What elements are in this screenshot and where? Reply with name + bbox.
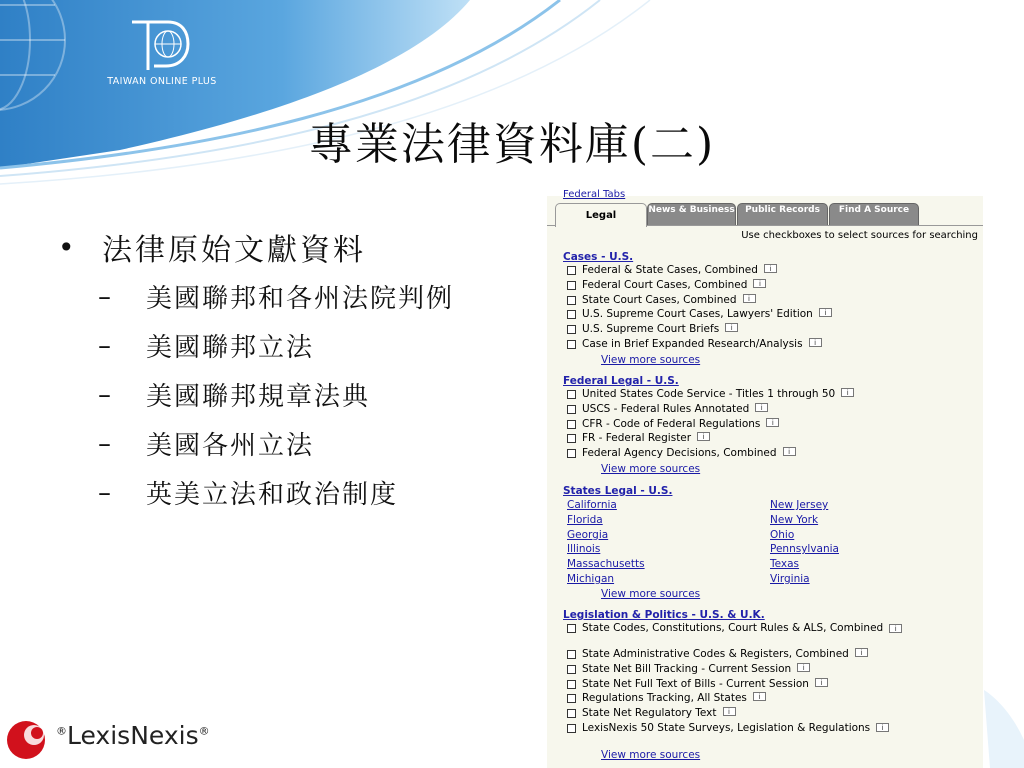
source-checkbox[interactable] [567, 281, 576, 290]
info-icon[interactable]: i [753, 692, 766, 701]
source-label: U.S. Supreme Court Cases, Lawyers' Edition [582, 308, 813, 321]
section-cases-us [563, 250, 832, 368]
info-icon[interactable]: i [743, 294, 756, 303]
info-icon[interactable]: i [841, 388, 854, 397]
state-link[interactable]: New York [770, 513, 819, 526]
state-link[interactable]: Michigan [567, 572, 615, 585]
source-row [563, 722, 943, 748]
sub-bullet [58, 370, 538, 419]
source-label: LexisNexis 50 State Surveys, Legislation & Regulations [582, 721, 871, 734]
source-row [563, 447, 854, 462]
section-title[interactable]: States Legal - U.S. [563, 485, 673, 497]
brand-caption: TAIWAN ONLINE PLUS [107, 76, 217, 87]
logo-wordmark: LexisNexis [67, 721, 199, 750]
source-label: Regulations Tracking, All States [582, 692, 747, 705]
state-link[interactable]: Illinois [567, 543, 601, 556]
tp-globe-icon [128, 18, 192, 72]
federal-tabs-link[interactable]: Federal Tabs [563, 189, 626, 200]
bullet-list [58, 222, 538, 517]
source-row [563, 294, 832, 309]
source-checkbox[interactable] [567, 434, 576, 443]
info-icon[interactable]: i [725, 323, 738, 332]
state-link[interactable]: Virginia [770, 572, 810, 585]
lexisnexis-logo [4, 718, 210, 762]
states-grid [563, 498, 940, 587]
source-label: State Net Bill Tracking - Current Session [582, 662, 792, 675]
source-row [563, 692, 943, 707]
dash-marker: – [98, 281, 113, 312]
source-row [563, 678, 943, 693]
view-more-link[interactable]: View more sources [601, 462, 701, 475]
source-label: State Net Regulatory Text [582, 707, 717, 720]
state-link[interactable]: Texas [770, 558, 800, 571]
source-checkbox[interactable] [567, 624, 576, 633]
state-link[interactable]: New Jersey [770, 499, 829, 511]
source-label: CFR - Code of Federal Regulations [582, 417, 761, 430]
state-link[interactable]: Georgia [567, 528, 609, 541]
sub-bullet [58, 321, 538, 370]
source-label: U.S. Supreme Court Briefs [582, 323, 720, 336]
sub-bullet-text: 美國聯邦立法 [146, 333, 315, 363]
source-row [563, 279, 832, 294]
source-label: Federal Agency Decisions, Combined [582, 447, 777, 460]
lexisnexis-source-panel [547, 189, 983, 768]
tab-legal[interactable]: Legal [555, 203, 647, 227]
source-label: Federal Court Cases, Combined [582, 278, 748, 291]
section-legislation-politics [563, 608, 943, 763]
info-icon[interactable]: i [809, 338, 822, 347]
section-title[interactable]: Legislation & Politics - U.S. & U.K. [563, 609, 765, 621]
sub-bullet [58, 272, 538, 321]
source-checkbox[interactable] [567, 325, 576, 334]
state-link[interactable]: Pennsylvania [770, 543, 839, 556]
instruction-text: Use checkboxes to select sources for searching [741, 230, 978, 241]
source-row [563, 418, 854, 433]
dash-marker: – [98, 428, 113, 459]
info-icon[interactable]: i [755, 403, 768, 412]
source-row [563, 308, 832, 323]
bullet-dot: • [58, 230, 78, 264]
section-title[interactable]: Cases - U.S. [563, 251, 634, 263]
source-checkbox[interactable] [567, 405, 576, 414]
source-checkbox[interactable] [567, 680, 576, 689]
info-icon[interactable]: i [783, 447, 796, 456]
info-icon[interactable]: i [855, 648, 868, 657]
source-label: State Court Cases, Combined [582, 293, 737, 306]
source-row [563, 264, 832, 279]
source-checkbox[interactable] [567, 449, 576, 458]
info-icon[interactable]: i [764, 264, 777, 273]
main-bullet [58, 222, 538, 272]
source-checkbox[interactable] [567, 420, 576, 429]
section-title[interactable]: Federal Legal - U.S. [563, 375, 679, 387]
info-icon[interactable]: i [723, 707, 736, 716]
info-icon[interactable]: i [766, 418, 779, 427]
source-label: Case in Brief Expanded Research/Analysis [582, 337, 803, 350]
info-icon[interactable]: i [697, 432, 710, 441]
source-checkbox[interactable] [567, 709, 576, 718]
source-row [563, 432, 854, 447]
state-link[interactable]: Florida [567, 513, 603, 526]
view-more-link[interactable]: View more sources [601, 748, 701, 761]
source-row [563, 663, 943, 678]
source-label: USCS - Federal Rules Annotated [582, 402, 750, 415]
source-checkbox[interactable] [567, 390, 576, 399]
source-label: State Codes, Constitutions, Court Rules & ALS, Combined [582, 622, 884, 634]
source-label: FR - Federal Register [582, 432, 692, 445]
info-icon[interactable]: i [889, 624, 902, 633]
source-checkbox[interactable] [567, 296, 576, 305]
source-label: State Administrative Codes & Registers, Combined [582, 648, 849, 660]
source-checkbox[interactable] [567, 665, 576, 674]
source-row [563, 622, 943, 648]
source-checkbox[interactable] [567, 694, 576, 703]
sub-bullet [58, 468, 538, 517]
section-states-legal [563, 484, 940, 602]
tab-find-a-source[interactable]: Find A Source [829, 203, 919, 225]
lexisnexis-mark-icon [4, 718, 52, 762]
source-checkbox[interactable] [567, 724, 576, 733]
tab-news-business[interactable]: News & Business [647, 203, 736, 225]
source-row [563, 648, 943, 663]
sub-bullet-text: 英美立法和政治制度 [146, 480, 399, 510]
source-checkbox[interactable] [567, 266, 576, 275]
source-row [563, 388, 854, 403]
slide-title: 專業法律資料庫(二) [308, 119, 716, 170]
registered-mark: ® [56, 724, 67, 738]
registered-mark: ® [198, 724, 210, 738]
state-link[interactable]: California [567, 499, 617, 511]
source-label: Federal & State Cases, Combined [582, 264, 758, 276]
sub-bullet-text: 美國聯邦和各州法院判例 [146, 284, 455, 314]
view-more-link[interactable]: View more sources [601, 587, 701, 600]
source-checkbox[interactable] [567, 650, 576, 659]
source-row [563, 403, 854, 418]
sub-bullet [58, 419, 538, 468]
sub-bullet-text: 美國聯邦規章法典 [146, 382, 371, 412]
tab-public-records[interactable]: Public Records [737, 203, 828, 225]
taiwan-online-plus-logo [92, 18, 232, 93]
info-icon[interactable]: i [815, 678, 828, 687]
sub-bullet-text: 美國各州立法 [146, 431, 315, 461]
dash-marker: – [98, 330, 113, 361]
main-bullet-text: 法律原始文獻資料 [102, 233, 366, 268]
info-icon[interactable]: i [797, 663, 810, 672]
info-icon[interactable]: i [753, 279, 766, 288]
source-checkbox[interactable] [567, 310, 576, 319]
section-federal-legal [563, 374, 854, 477]
state-link[interactable]: Ohio [770, 528, 795, 541]
state-link[interactable]: Massachusetts [567, 558, 645, 571]
source-label: State Net Full Text of Bills - Current Session [582, 677, 809, 690]
source-row [563, 323, 832, 338]
dash-marker: – [98, 477, 113, 508]
info-icon[interactable]: i [876, 723, 889, 732]
dash-marker: – [98, 379, 113, 410]
view-more-link[interactable]: View more sources [601, 353, 701, 366]
source-row [563, 338, 832, 353]
source-row [563, 707, 943, 722]
source-label: United States Code Service - Titles 1 through 50 [582, 388, 836, 400]
info-icon[interactable]: i [819, 308, 832, 317]
source-checkbox[interactable] [567, 340, 576, 349]
